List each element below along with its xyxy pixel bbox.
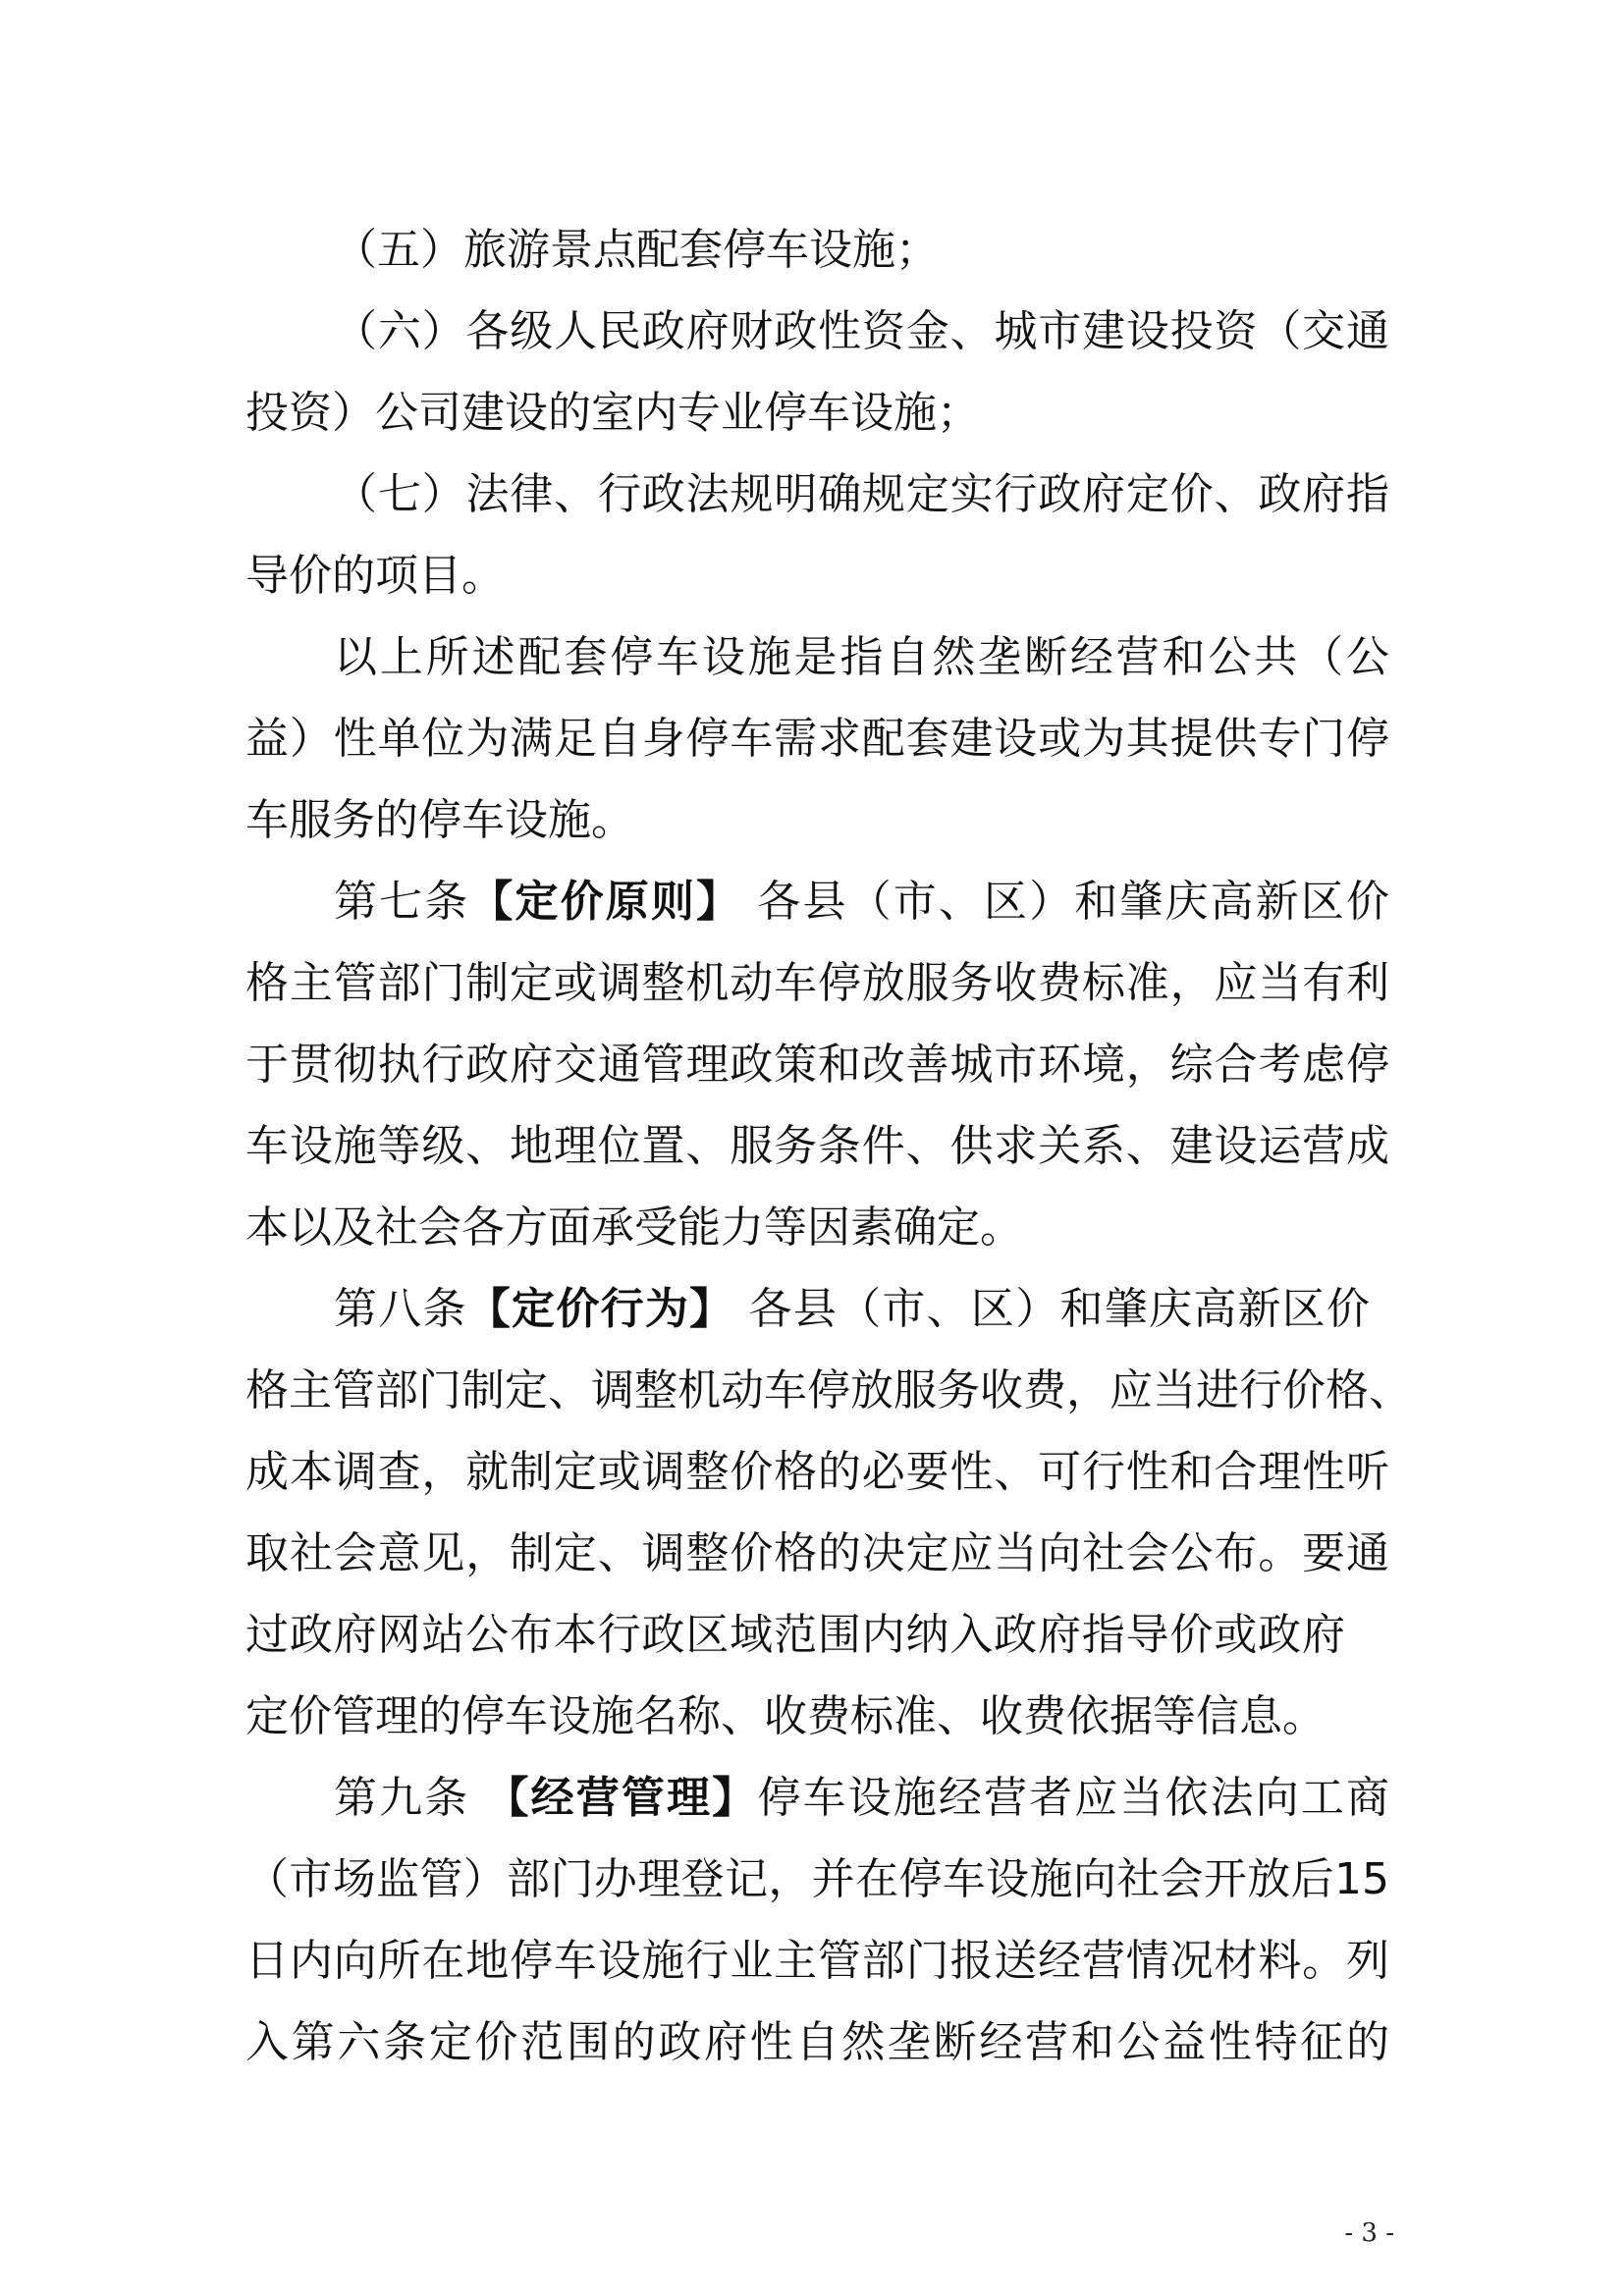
text-line: 于贯彻执行政府交通管理政策和改善城市环境，综合考虑停 (245, 1040, 1389, 1090)
article-number: 第八条 (334, 1284, 467, 1334)
text-line: 本以及社会各方面承受能力等因素确定。 (245, 1202, 1023, 1253)
text-line: 取社会意见，制定、调整价格的决定应当向社会公布。要通 (245, 1528, 1389, 1578)
text-line: 入第六条定价范围的政府性自然垄断经营和公益性特征的 (245, 2017, 1389, 2067)
article-number: 第九条 (334, 1773, 470, 1823)
article-heading-line (334, 1270, 1370, 1349)
text-line: 导价的项目。 (245, 551, 505, 601)
text-line: 车设施等级、地理位置、服务条件、供求关系、建设运营成 (245, 1121, 1389, 1171)
article-number: 第七条 (334, 877, 470, 927)
text-line: （市场监管）部门办理登记，并在停车设施向社会开放后15 (245, 1854, 1389, 1904)
text-line: 过政府网站公布本行政区域范围内纳入政府指导价或政府 (245, 1610, 1345, 1660)
text-line: （六）各级人民政府财政性资金、城市建设投资（交通 (334, 306, 1389, 356)
text-line: 车服务的停车设施。 (245, 795, 634, 845)
text-line: 成本调查，就制定或调整价格的必要性、可行性和合理性听 (245, 1447, 1389, 1497)
article-title: 【定价原则】 (469, 877, 742, 927)
article-text: 各县（市、区）和肇庆高新区价 (757, 877, 1390, 927)
article-title: 【定价行为】 (466, 1284, 734, 1334)
text-line: 格主管部门制定、调整机动车停放服务收费，应当进行价格、 (245, 1365, 1412, 1415)
article-heading-line (334, 863, 1389, 941)
article-text: 停车设施经营者应当依法向工商 (757, 1773, 1390, 1823)
article-text: 各县（市、区）和肇庆高新区价 (748, 1284, 1371, 1334)
text-line: （五）旅游景点配套停车设施； (334, 225, 939, 275)
text-line: 日内向所在地停车设施行业主管部门报送经营情况材料。列 (245, 1936, 1389, 1986)
text-line: 益）性单位为满足自身停车需求配套建设或为其提供专门停 (245, 714, 1389, 764)
text-line: 格主管部门制定或调整机动车停放服务收费标准，应当有利 (245, 958, 1389, 1008)
text-line: 投资）公司建设的室内专业停车设施； (245, 388, 980, 438)
text-line: 定价管理的停车设施名称、收费标准、收费依据等信息。 (245, 1691, 1326, 1741)
article-title: 【经营管理】 (485, 1773, 758, 1823)
page-number: - 3 - (1344, 2218, 1394, 2248)
text-line: （七）法律、行政法规明确规定实行政府定价、政府指 (334, 469, 1389, 519)
text-line: 以上所述配套停车设施是指自然垄断经营和公共（公 (334, 632, 1389, 682)
article-heading-line (334, 1759, 1389, 1838)
